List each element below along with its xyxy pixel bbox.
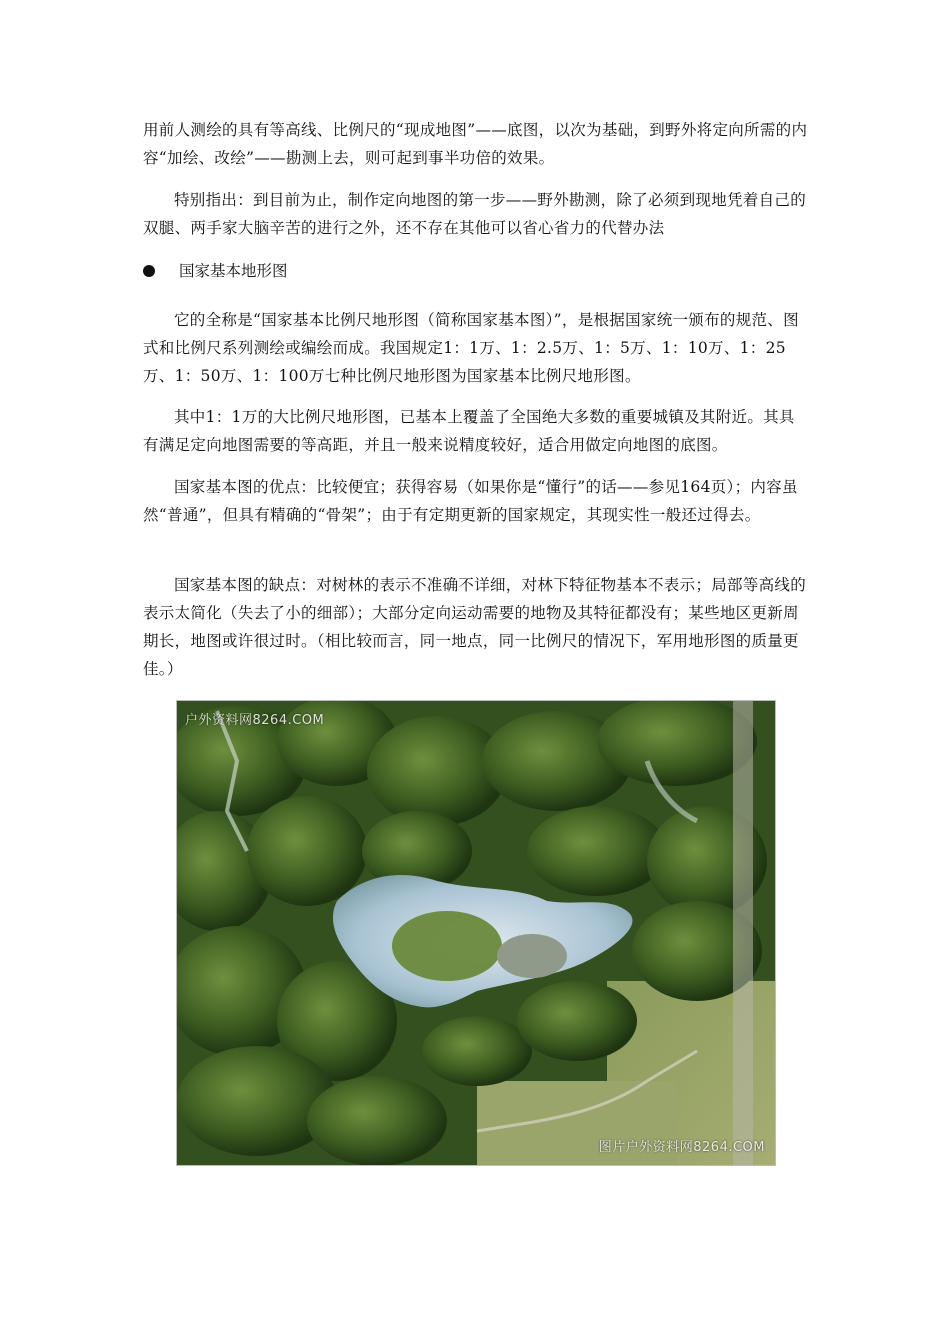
bullet-icon [143,265,155,277]
paragraph-1-10000-scale: 其中1：1万的大比例尺地形图，已基本上覆盖了全国绝大多数的重要城镇及其附近。其具有满足定向地图需要的等高距，并且一般来说精度较好，适合用做定向地图的底图。 [143,408,795,454]
paragraph-field-survey-note: 特别指出：到目前为止，制作定向地图的第一步——野外勘测，除了必须到现地凭着自己的双腿、两手家大脑辛苦的进行之外，还不存在其他可以省心省力的代替办法 [143,191,807,237]
paragraph-base-map-method: 用前人测绘的具有等高线、比例尺的“现成地图”——底图，以次为基础，到野外将定向所需的内容“加绘、改绘”——勘测上去，则可起到事半功倍的效果。 [143,121,808,167]
watermark-bottom: 图片户外资料网8264.COM [598,1140,765,1155]
bullet-heading [143,257,288,285]
bullet-heading-text: 国家基本地形图 [179,262,288,280]
aerial-photo [176,700,776,1166]
paragraph-national-map-definition: 它的全称是“国家基本比例尺地形图（简称国家基本图）”，是根据国家统一颁布的规范、图式和比例尺系列测绘或编绘而成。我国规定1：1万、1：2.5万、1：5万、1：10万、1：25万、1：50万、1：100万七种比例尺地形图为国家基本比例尺地形图。 [143,311,799,385]
aerial-photo-graphic [177,701,775,1165]
paragraph-advantages: 国家基本图的优点：比较便宜；获得容易（如果你是“懂行”的话——参见164页）；内容虽然“普通”，但具有精确的“骨架”；由于有定期更新的国家规定，其现实性一般还过得去。 [143,478,798,524]
watermark-top: 户外资料网8264.COM [185,713,325,728]
paragraph-disadvantages: 国家基本图的缺点：对树林的表示不准确不详细，对林下特征物基本不表示；局部等高线的表示太简化（失去了小的细部）；大部分定向运动需要的地物及其特征都没有；某些地区更新周期长，地图或许很过时。（相比较而言，同一地点，同一比例尺的情况下，军用地形图的质量更佳。） [143,576,807,678]
